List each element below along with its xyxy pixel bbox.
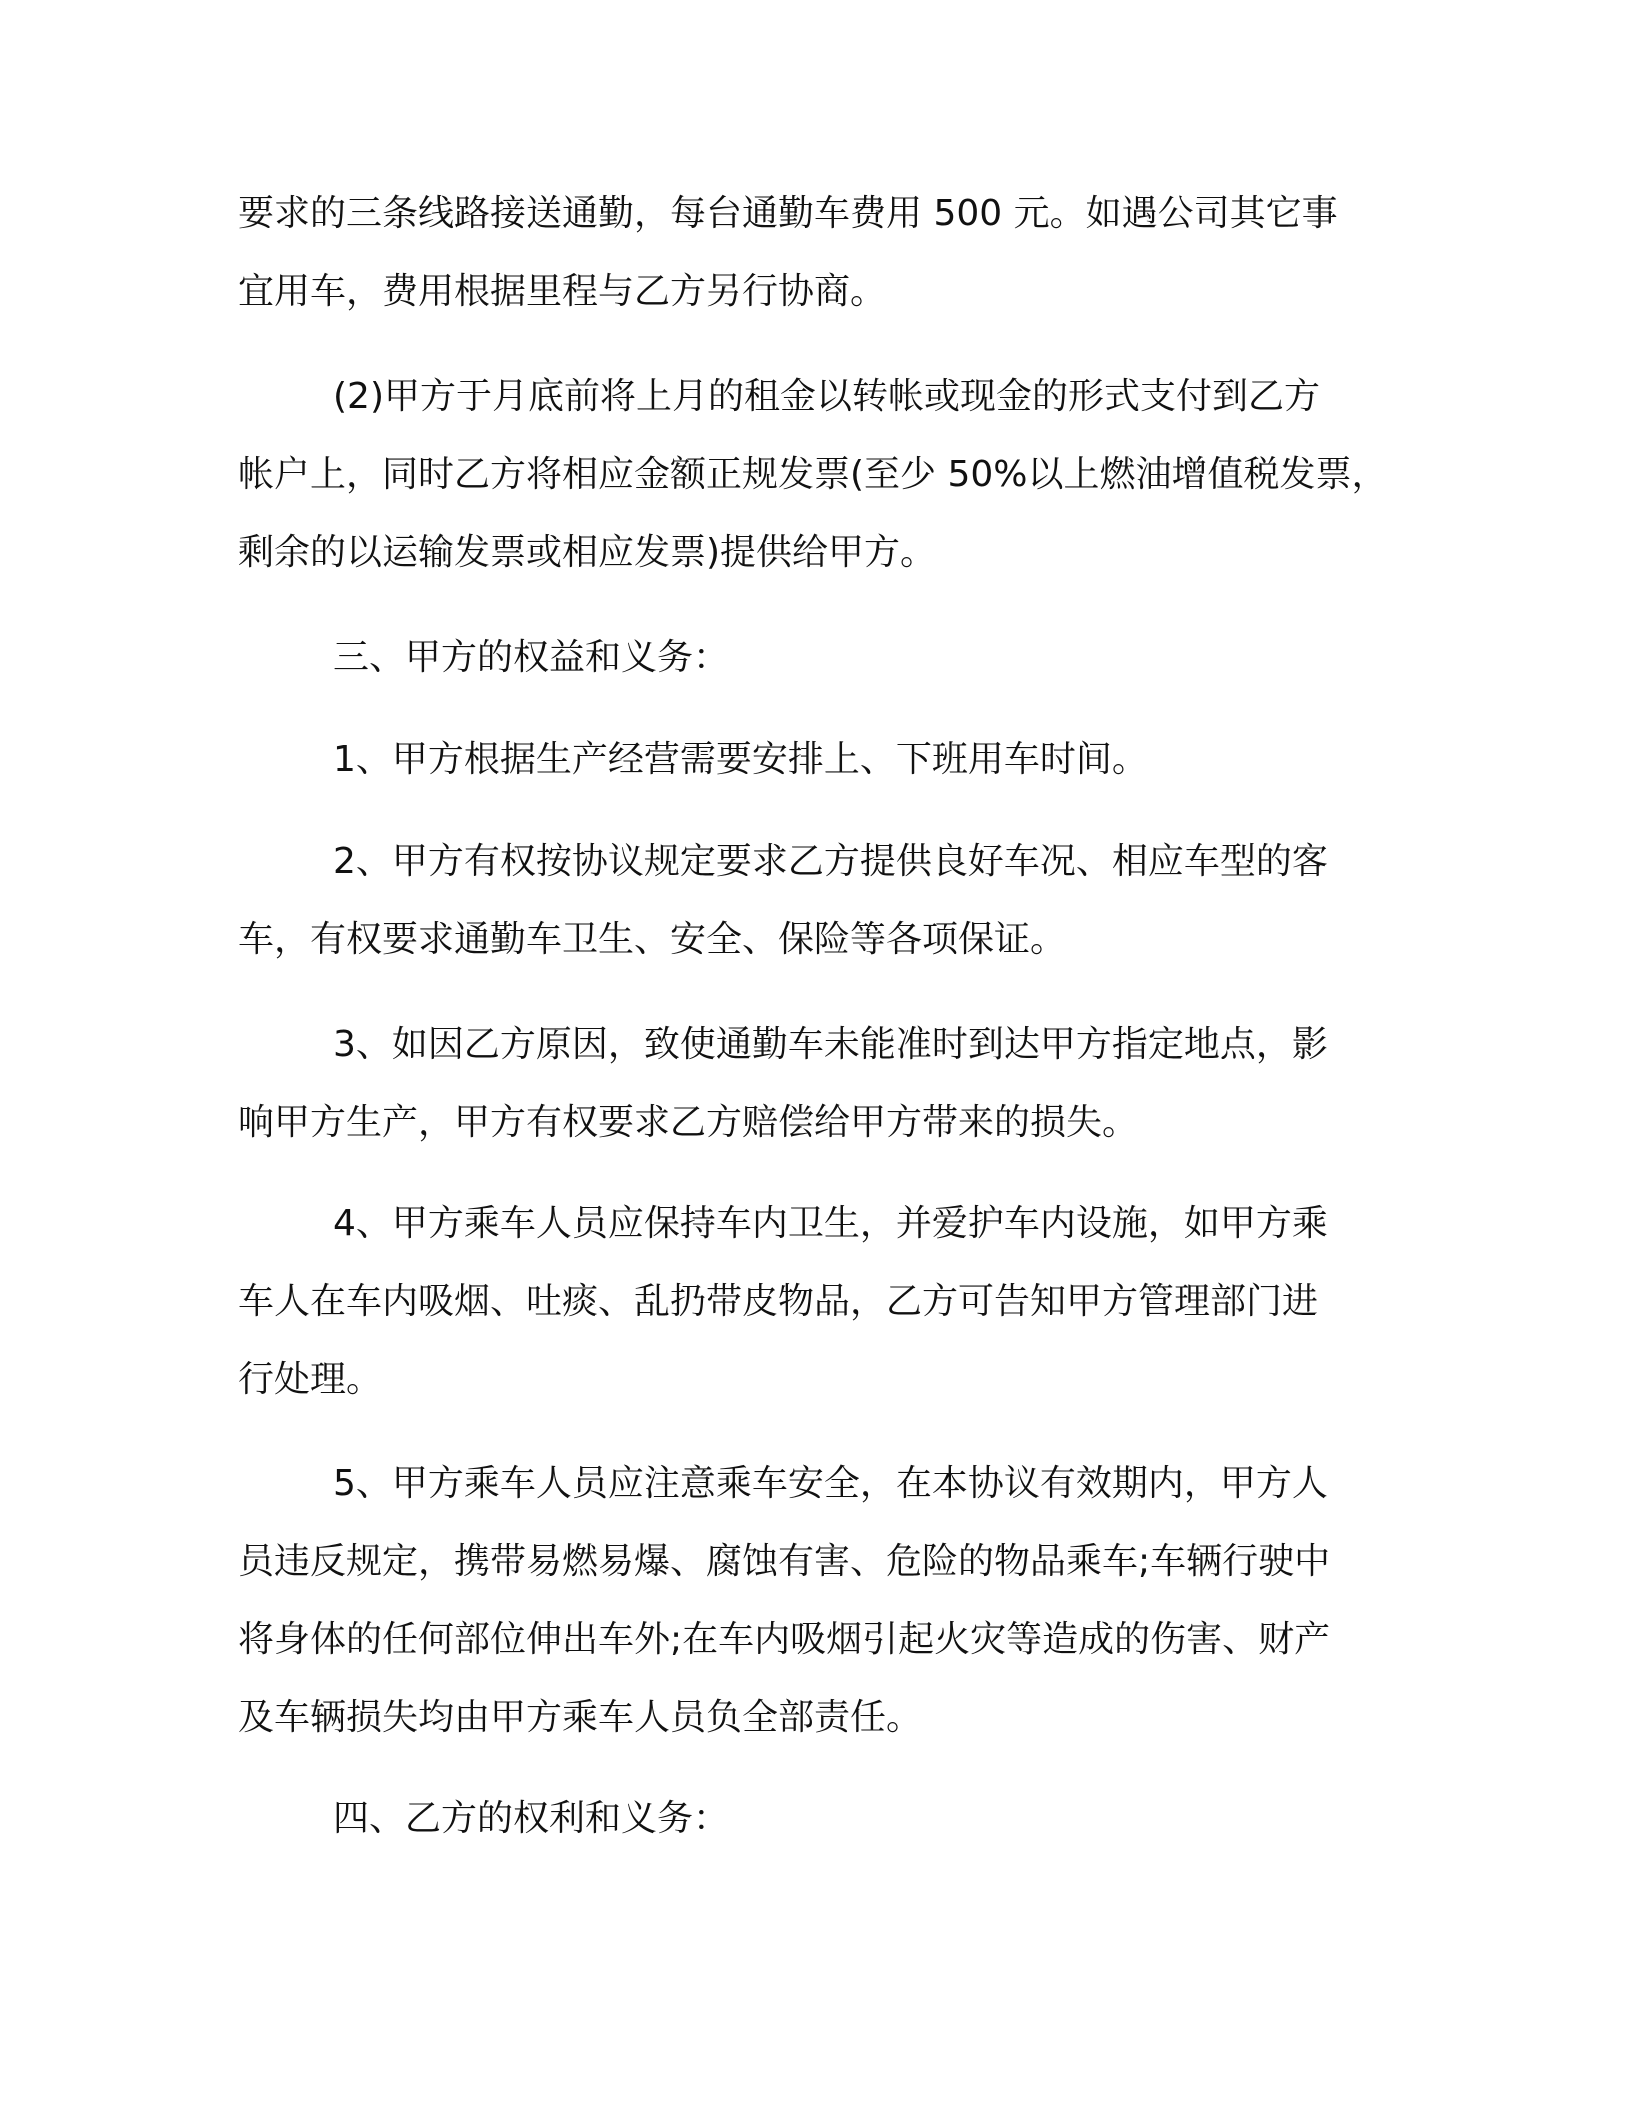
section-3-heading: 三、甲方的权益和义务：: [333, 637, 730, 678]
item-5-line-4: 及车辆损失均由甲方乘车人员负全部责任。: [238, 1697, 923, 1738]
item-4-line-2: 车人在车内吸烟、吐痰、乱扔带皮物品，乙方可告知甲方管理部门进: [238, 1281, 1319, 1322]
paragraph-2-line-3: 剩余的以运输发票或相应发票)提供给甲方。: [238, 532, 937, 573]
item-3-line-2: 响甲方生产，甲方有权要求乙方赔偿给甲方带来的损失。: [238, 1102, 1139, 1143]
item-5-line-3: 将身体的任何部位伸出车外;在车内吸烟引起火灾等造成的伤害、财产: [238, 1619, 1331, 1660]
paragraph-2-line-1: (2)甲方于月底前将上月的租金以转帐或现金的形式支付到乙方: [333, 376, 1320, 417]
paragraph-1-line-2: 宜用车，费用根据里程与乙方另行协商。: [238, 271, 887, 312]
section-4-heading: 四、乙方的权利和义务：: [333, 1798, 730, 1839]
item-4-line-3: 行处理。: [238, 1359, 383, 1400]
item-2-line-2: 车，有权要求通勤车卫生、安全、保险等各项保证。: [238, 919, 1067, 960]
item-5-line-1: 5、甲方乘车人员应注意乘车安全，在本协议有效期内，甲方人: [333, 1463, 1328, 1504]
item-3-line-1: 3、如因乙方原因，致使通勤车未能准时到达甲方指定地点，影: [333, 1024, 1328, 1065]
item-4-line-1: 4、甲方乘车人员应保持车内卫生，并爱护车内设施，如甲方乘: [333, 1203, 1328, 1244]
item-2-line-1: 2、甲方有权按协议规定要求乙方提供良好车况、相应车型的客: [333, 841, 1328, 882]
item-1-line-1: 1、甲方根据生产经营需要安排上、下班用车时间。: [333, 739, 1148, 780]
paragraph-1-line-1: 要求的三条线路接送通勤，每台通勤车费用 500 元。如遇公司其它事: [238, 193, 1338, 234]
item-5-line-2: 员违反规定，携带易燃易爆、腐蚀有害、危险的物品乘车;车辆行驶中: [238, 1541, 1331, 1582]
paragraph-2-line-2: 帐户上，同时乙方将相应金额正规发票(至少 50%以上燃油增值税发票，: [238, 454, 1388, 495]
